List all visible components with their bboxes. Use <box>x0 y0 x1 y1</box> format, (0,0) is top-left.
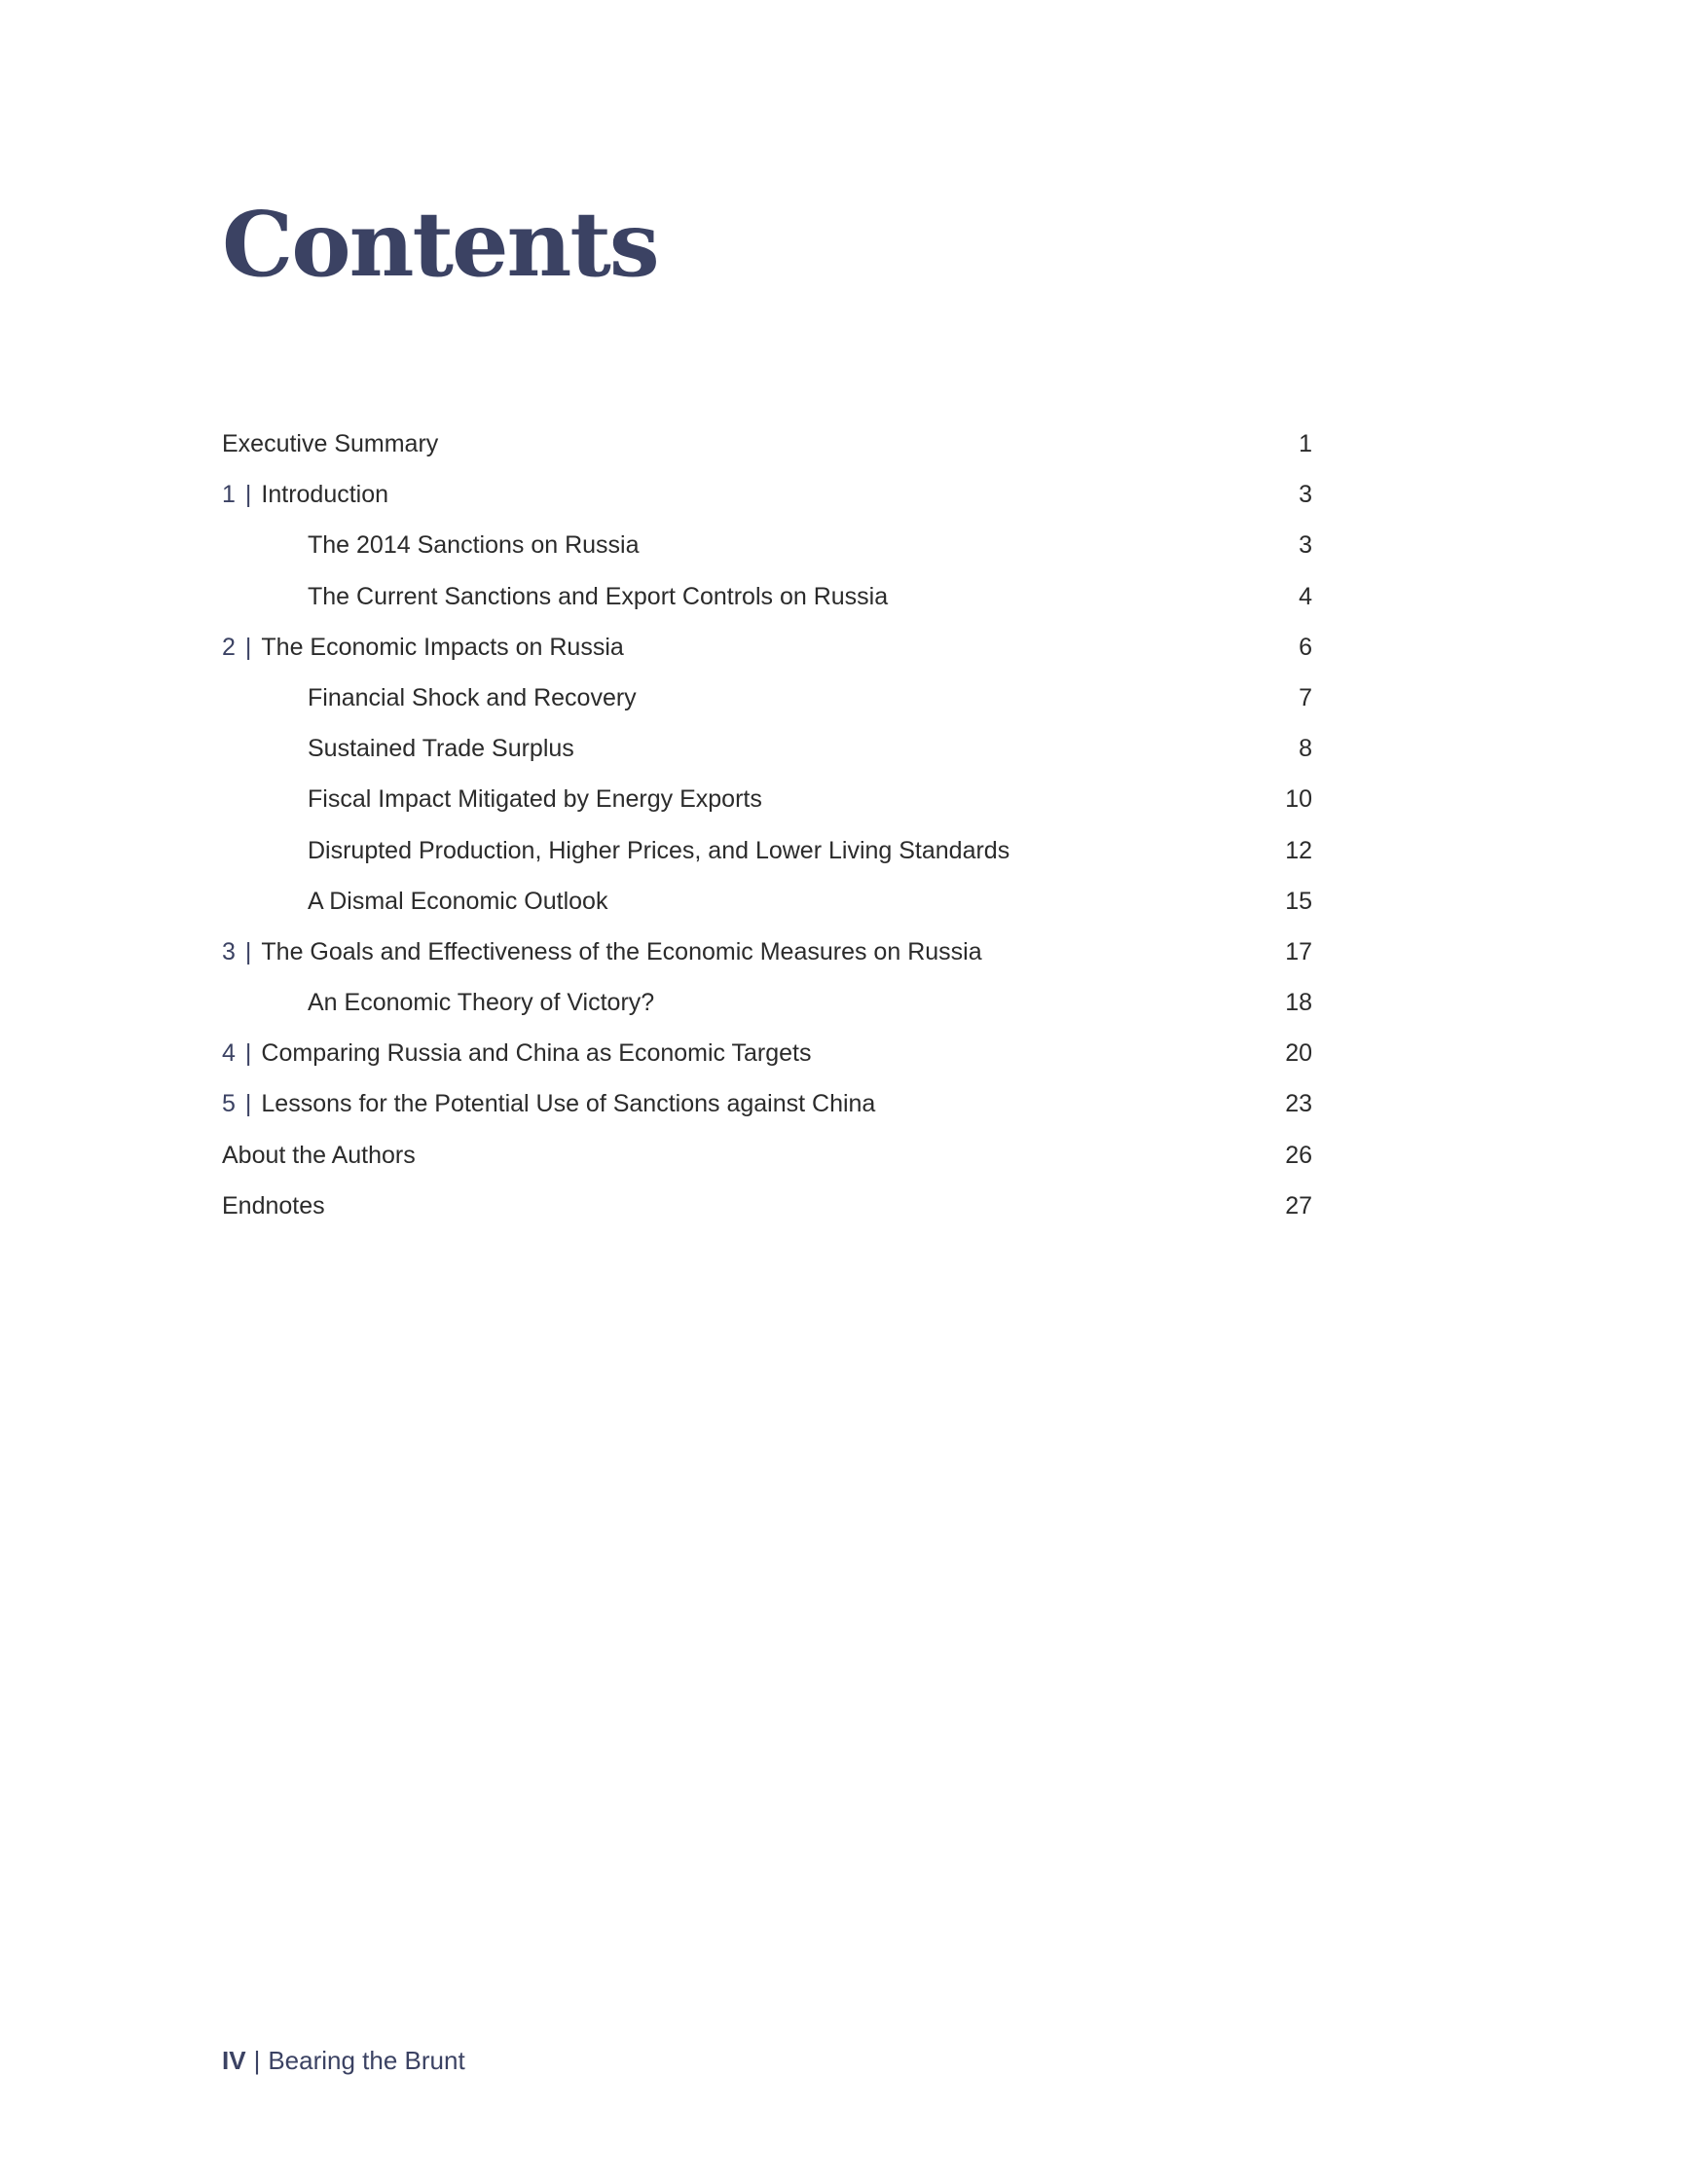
toc-entry-text <box>222 634 624 661</box>
toc-page-number: 10 <box>1285 785 1312 814</box>
toc-entry-text <box>222 481 388 508</box>
toc-entry[interactable] <box>222 1028 1312 1078</box>
toc-page-number: 15 <box>1285 887 1312 915</box>
toc-entry-text <box>222 1192 325 1219</box>
toc-separator: | <box>244 481 252 509</box>
toc-page-number: 12 <box>1285 836 1312 864</box>
toc-entry-text <box>222 837 1009 864</box>
toc-entry[interactable] <box>222 469 1312 520</box>
toc-entry-label: Lessons for the Potential Use of Sanctions against China <box>261 1090 876 1118</box>
toc-entry[interactable] <box>222 927 1312 977</box>
toc-entry[interactable] <box>222 1130 1312 1181</box>
toc-entry-text <box>222 1142 416 1169</box>
toc-page-number: 20 <box>1285 1039 1312 1068</box>
table-of-contents <box>222 419 1312 1231</box>
toc-page-number: 7 <box>1299 683 1312 711</box>
toc-entry[interactable] <box>222 1181 1312 1231</box>
toc-subentry[interactable] <box>222 673 1312 723</box>
toc-separator: | <box>244 1090 252 1118</box>
toc-entry-text <box>222 531 640 559</box>
toc-entry-text <box>222 684 637 711</box>
toc-entry[interactable] <box>222 419 1312 469</box>
toc-separator: | <box>244 1039 252 1068</box>
toc-entry-text <box>222 888 607 915</box>
toc-page-number: 3 <box>1299 481 1312 509</box>
page-title: Contents <box>222 192 658 297</box>
toc-entry-text <box>222 735 574 762</box>
toc-section-number: 1 <box>222 481 236 509</box>
footer-publication-title: Bearing the Brunt <box>268 2046 465 2075</box>
toc-page-number: 6 <box>1299 633 1312 661</box>
toc-section-number: 4 <box>222 1039 236 1068</box>
toc-entry[interactable] <box>222 1078 1312 1129</box>
toc-entry-label: A Dismal Economic Outlook <box>308 887 608 915</box>
toc-page-number: 4 <box>1299 582 1312 610</box>
toc-entry-text <box>222 938 982 965</box>
toc-subentry[interactable] <box>222 723 1312 774</box>
toc-entry-label: The Current Sanctions and Export Controls on Russia <box>308 582 889 610</box>
toc-entry-label: Introduction <box>261 481 389 509</box>
toc-entry-label: Disrupted Production, Higher Prices, and Lower Living Standards <box>308 836 1010 864</box>
toc-entry-text <box>222 1090 875 1117</box>
toc-entry-label: An Economic Theory of Victory? <box>308 989 655 1017</box>
toc-entry-label: Endnotes <box>222 1191 325 1219</box>
toc-page-number: 27 <box>1285 1191 1312 1219</box>
toc-separator: | <box>244 633 252 661</box>
toc-subentry[interactable] <box>222 571 1312 622</box>
toc-page-number: 23 <box>1285 1090 1312 1118</box>
toc-subentry[interactable] <box>222 825 1312 876</box>
toc-entry-text <box>222 583 888 610</box>
toc-page-number: 3 <box>1299 531 1312 560</box>
toc-entry-label: Financial Shock and Recovery <box>308 683 637 711</box>
page-footer <box>222 2048 465 2073</box>
footer-page-number: IV <box>222 2046 246 2075</box>
toc-entry-text <box>222 430 438 457</box>
toc-entry-label: About the Authors <box>222 1141 416 1169</box>
toc-page-number: 17 <box>1285 937 1312 965</box>
toc-separator: | <box>244 937 252 965</box>
toc-section-number: 3 <box>222 937 236 965</box>
toc-section-number: 2 <box>222 633 236 661</box>
toc-section-number: 5 <box>222 1090 236 1118</box>
toc-entry-text <box>222 785 762 813</box>
toc-entry-label: Sustained Trade Surplus <box>308 735 574 763</box>
toc-page-number: 8 <box>1299 735 1312 763</box>
toc-entry-label: The Economic Impacts on Russia <box>261 633 624 661</box>
toc-entry-text <box>222 1039 812 1067</box>
toc-entry-label: Executive Summary <box>222 430 439 457</box>
toc-entry-label: The 2014 Sanctions on Russia <box>308 531 640 560</box>
footer-separator: | <box>253 2046 261 2075</box>
toc-entry-label: Comparing Russia and China as Economic Targets <box>261 1039 812 1068</box>
toc-page-number: 1 <box>1299 430 1312 457</box>
toc-page-number: 18 <box>1285 989 1312 1017</box>
toc-entry[interactable] <box>222 622 1312 673</box>
toc-page-number: 26 <box>1285 1141 1312 1169</box>
toc-entry-label: Fiscal Impact Mitigated by Energy Exports <box>308 785 762 814</box>
toc-subentry[interactable] <box>222 977 1312 1028</box>
toc-subentry[interactable] <box>222 876 1312 927</box>
toc-entry-text <box>222 989 654 1016</box>
toc-subentry[interactable] <box>222 520 1312 570</box>
toc-subentry[interactable] <box>222 774 1312 824</box>
toc-entry-label: The Goals and Effectiveness of the Economic Measures on Russia <box>261 937 982 965</box>
